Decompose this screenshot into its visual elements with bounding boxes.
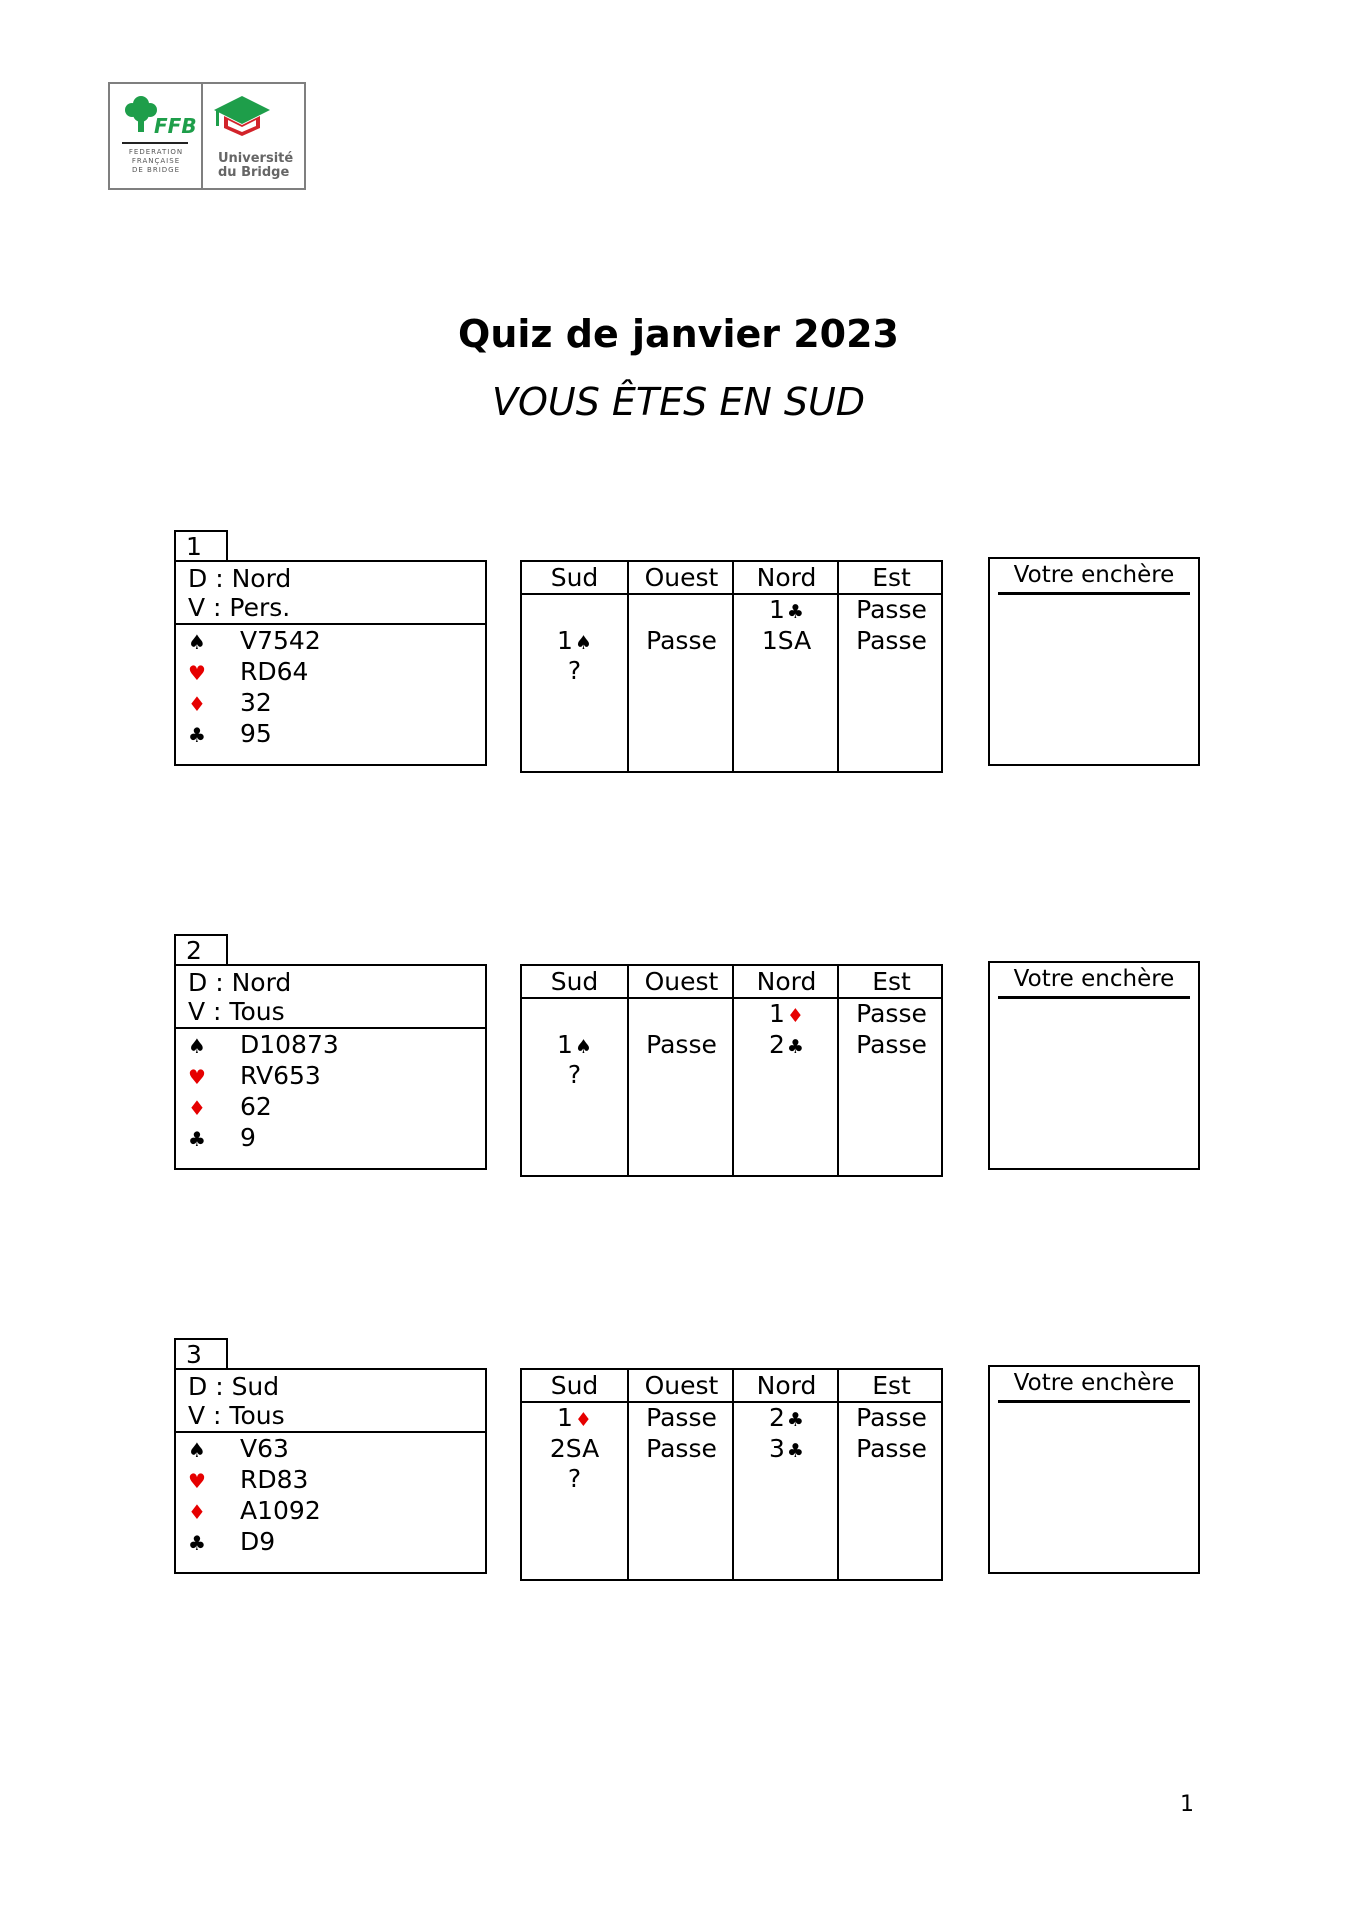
auction-cell: 1SA: [761, 625, 812, 655]
quiz-number: 2: [174, 934, 228, 965]
auction-header: Sud: [550, 1371, 599, 1400]
ffb-universite-logo: [108, 82, 306, 190]
answer-underline: [998, 996, 1190, 999]
heart-icon: ♥: [188, 1469, 206, 1493]
answer-box[interactable]: [988, 961, 1200, 1170]
suit-row-spades: [188, 1433, 478, 1464]
clubs-cards: 95: [240, 719, 272, 748]
auction-header: Nord: [756, 967, 817, 996]
suit-row-clubs: [188, 718, 478, 749]
diamonds-cards: A1092: [240, 1496, 321, 1525]
auction-cell: Passe: [856, 999, 927, 1028]
auction-cell: Passe: [856, 1403, 927, 1432]
ffb-sub-line: FEDERATION: [128, 148, 184, 156]
quiz-number: 1: [174, 530, 228, 561]
dealer: D : Sud: [188, 1372, 280, 1401]
graduation-cap-icon: [210, 94, 274, 138]
auction-column-sud: [522, 562, 627, 771]
auction-cell: [629, 1464, 734, 1495]
logo-rule: [122, 142, 188, 144]
auction-column-nord: [732, 562, 839, 771]
auction-cell: [839, 1464, 944, 1495]
ub-line: Université: [218, 151, 294, 166]
club-icon: ♣: [786, 601, 804, 623]
ffb-sub-line: FRANÇAISE: [131, 157, 181, 165]
auction-cell: [734, 1464, 839, 1495]
answer-underline: [998, 1400, 1190, 1403]
auction-header: Est: [872, 967, 911, 996]
auction-cell: ?: [567, 1464, 582, 1493]
club-icon: ♣: [786, 1409, 804, 1431]
club-icon: ♣: [188, 1127, 206, 1151]
auction-column-est: [837, 966, 944, 1175]
suit-row-hearts: [188, 1060, 478, 1091]
auction-table: [520, 560, 943, 773]
suit-row-diamonds: [188, 687, 478, 718]
spades-cards: V63: [240, 1434, 289, 1463]
auction-cell: Passe: [646, 1403, 717, 1432]
ffb-mark: FFB: [154, 114, 197, 138]
club-icon: ♣: [786, 1439, 804, 1462]
auction-header: Est: [872, 563, 911, 592]
universite-du-bridge-text: [218, 152, 293, 180]
ffb-subtitle: [118, 148, 194, 175]
auction-cell: 1 ♣: [769, 595, 804, 624]
auction-cell: ?: [567, 1060, 582, 1089]
auction-cell: Passe: [856, 595, 927, 624]
suit-row-diamonds: [188, 1091, 478, 1122]
answer-underline: [998, 592, 1190, 595]
spade-icon: ♠: [188, 1034, 206, 1058]
auction-column-est: [837, 562, 944, 771]
spade-icon: ♠: [188, 1438, 206, 1462]
auction-column-nord: [732, 1370, 839, 1579]
auction-column-est: [837, 1370, 944, 1579]
page-title: Quiz de janvier 2023: [458, 312, 899, 356]
auction-cell: [629, 999, 734, 1030]
suit-row-spades: [188, 625, 478, 656]
quiz-number: 3: [174, 1338, 228, 1369]
auction-header: Nord: [756, 1371, 817, 1400]
auction-table: [520, 1368, 943, 1581]
dealer: D : Nord: [188, 968, 292, 997]
auction-cell: 1 ♠: [557, 1029, 592, 1059]
auction-cell: 2SA: [549, 1433, 600, 1463]
auction-cell: 1 ♠: [557, 625, 592, 655]
club-icon: ♣: [188, 723, 206, 747]
auction-cell: Passe: [646, 625, 717, 655]
diamond-icon: ♦: [786, 1005, 804, 1027]
auction-column-nord: [732, 966, 839, 1175]
auction-column-ouest: [627, 966, 734, 1175]
auction-header: Ouest: [644, 1371, 719, 1400]
diamond-icon: ♦: [188, 1096, 206, 1120]
club-icon: ♣: [188, 1531, 206, 1555]
club-icon: ♣: [786, 1035, 804, 1058]
auction-column-sud: [522, 1370, 627, 1579]
hearts-cards: RD83: [240, 1465, 309, 1494]
quiz-item: [0, 530, 1357, 790]
diamond-icon: ♦: [188, 1500, 206, 1524]
hand-box: [174, 964, 487, 1170]
quiz-item: [0, 934, 1357, 1194]
auction-header: Sud: [550, 563, 599, 592]
auction-cell: Passe: [856, 1029, 927, 1059]
suit-row-hearts: [188, 656, 478, 687]
page-number: 1: [1180, 1792, 1194, 1817]
auction-cell: [522, 595, 627, 626]
auction-cell: [839, 1060, 944, 1091]
suit-row-hearts: [188, 1464, 478, 1495]
auction-header: Ouest: [644, 563, 719, 592]
hand-box: [174, 560, 487, 766]
auction-header: Nord: [756, 563, 817, 592]
clubs-cards: 9: [240, 1123, 256, 1152]
auction-column-ouest: [627, 562, 734, 771]
clubs-cards: D9: [240, 1527, 276, 1556]
hearts-cards: RV653: [240, 1061, 321, 1090]
answer-box[interactable]: [988, 1365, 1200, 1574]
auction-cell: [629, 595, 734, 626]
auction-cell: [839, 656, 944, 687]
vulnerability: V : Tous: [188, 997, 285, 1026]
auction-cell: Passe: [646, 1029, 717, 1059]
spades-cards: D10873: [240, 1030, 339, 1059]
hand-box: [174, 1368, 487, 1574]
answer-label: Votre enchère: [1013, 562, 1175, 588]
auction-cell: 1 ♦: [769, 999, 804, 1028]
diamonds-cards: 32: [240, 688, 272, 717]
ub-line: du Bridge: [218, 165, 290, 180]
auction-cell: [522, 999, 627, 1030]
auction-cell: [629, 1060, 734, 1091]
diamond-icon: ♦: [574, 1409, 592, 1431]
auction-cell: [734, 656, 839, 687]
auction-header: Sud: [550, 967, 599, 996]
answer-box[interactable]: [988, 557, 1200, 766]
answer-label: Votre enchère: [1013, 1370, 1175, 1396]
ffb-sub-line: DE BRIDGE: [131, 166, 180, 174]
auction-cell: ?: [567, 656, 582, 685]
auction-cell: 1 ♦: [557, 1403, 592, 1432]
hearts-cards: RD64: [240, 657, 309, 686]
spade-icon: ♠: [574, 1035, 592, 1058]
spades-cards: V7542: [240, 626, 321, 655]
heart-icon: ♥: [188, 661, 206, 685]
auction-cell: Passe: [856, 1433, 927, 1463]
auction-cell: [629, 656, 734, 687]
suit-row-diamonds: [188, 1495, 478, 1526]
auction-cell: 3 ♣: [769, 1433, 804, 1463]
spade-icon: ♠: [188, 630, 206, 654]
vulnerability: V : Pers.: [188, 593, 291, 622]
auction-header: Est: [872, 1371, 911, 1400]
heart-icon: ♥: [188, 1065, 206, 1089]
auction-cell: Passe: [856, 625, 927, 655]
page-subtitle: VOUS ÊTES EN SUD: [491, 380, 866, 424]
diamond-icon: ♦: [188, 692, 206, 716]
vulnerability: V : Tous: [188, 1401, 285, 1430]
auction-header: Ouest: [644, 967, 719, 996]
logo-divider: [201, 84, 203, 188]
diamonds-cards: 62: [240, 1092, 272, 1121]
answer-label: Votre enchère: [1013, 966, 1175, 992]
auction-column-ouest: [627, 1370, 734, 1579]
suit-row-clubs: [188, 1526, 478, 1557]
spade-icon: ♠: [574, 631, 592, 654]
auction-cell: 2 ♣: [769, 1403, 804, 1432]
dealer: D : Nord: [188, 564, 292, 593]
auction-cell: [734, 1060, 839, 1091]
auction-table: [520, 964, 943, 1177]
auction-column-sud: [522, 966, 627, 1175]
quiz-item: [0, 1338, 1357, 1598]
suit-row-clubs: [188, 1122, 478, 1153]
suit-row-spades: [188, 1029, 478, 1060]
auction-cell: Passe: [646, 1433, 717, 1463]
auction-cell: 2 ♣: [769, 1029, 804, 1059]
